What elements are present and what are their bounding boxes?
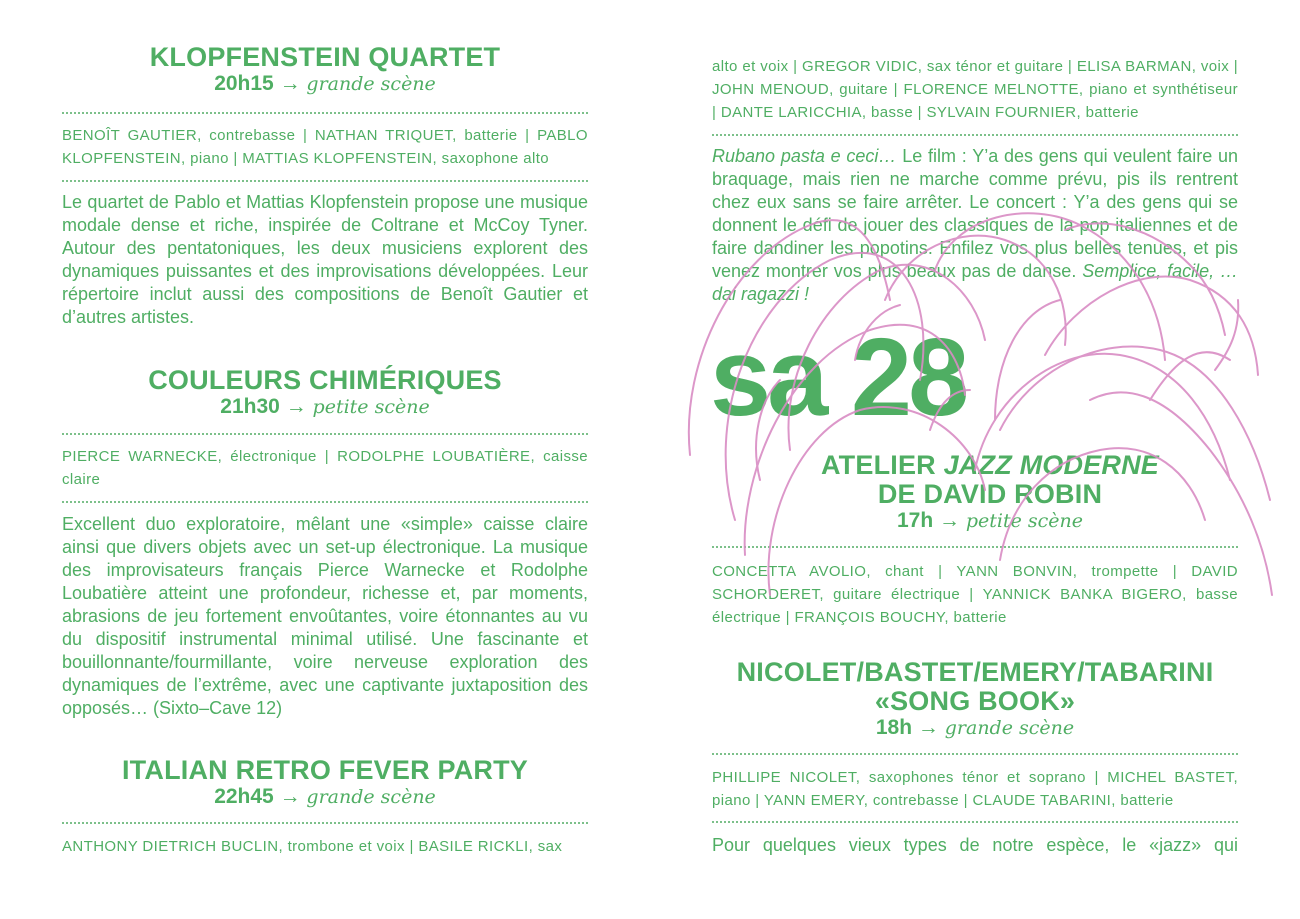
musician-role: , basse électrique | <box>712 586 1238 626</box>
musician-name: BASILE RICKLI <box>418 838 529 855</box>
musician-name: PABLO KLOPFENSTEIN <box>62 127 588 167</box>
event-italian-retro-fever <box>62 756 588 809</box>
musician-name: SYLVAIN FOURNIER <box>926 104 1077 121</box>
musician-role: , guitare | <box>829 81 904 98</box>
musician-role: , saxophone alto <box>432 150 550 167</box>
arrow-icon: → <box>939 509 961 532</box>
musician-role: , piano | <box>181 150 243 167</box>
credits <box>62 445 588 491</box>
musician-name: FRANÇOIS BOUCHY <box>794 609 945 626</box>
event-title: KLOPFENSTEIN QUARTET <box>149 42 501 72</box>
arrow-icon: → <box>917 716 939 739</box>
divider <box>62 822 588 824</box>
description-lead: Rubano pasta e ceci… <box>712 146 897 166</box>
arrow-icon: → <box>279 72 301 95</box>
musician-role: , basse | <box>861 104 927 121</box>
event-venue: grande scène <box>306 73 436 95</box>
event-title: COULEURS CHIMÉRIQUES <box>148 365 502 395</box>
musician-name: FLORENCE MELNOTTE <box>903 81 1079 98</box>
musician-role: alto et voix | <box>712 58 803 75</box>
event-hour: 18h <box>875 716 913 739</box>
description-tail: Semplice, facile, …dai ragazzi ! <box>712 261 1239 304</box>
event-klopfenstein <box>62 43 588 96</box>
musician-role: , caisse claire <box>62 448 588 488</box>
event-time <box>62 785 588 809</box>
musician-role: , batterie <box>1076 104 1139 121</box>
musician-name: BENOÎT GAUTIER <box>62 127 198 144</box>
divider <box>712 753 1238 755</box>
event-time <box>62 395 588 419</box>
divider <box>62 501 588 503</box>
divider <box>712 546 1238 548</box>
musician-role: , piano | <box>712 769 1239 809</box>
musician-name: DANTE LARICCHIA <box>720 104 862 121</box>
title-part: ATELIER <box>820 450 944 480</box>
musician-name: DAVID SCHORDERET <box>712 563 1239 603</box>
event-hour: 22h45 <box>214 785 274 808</box>
musician-name: MATTIAS KLOPFENSTEIN <box>242 150 433 167</box>
event-hour: 21h30 <box>220 395 280 418</box>
credits <box>712 766 1238 812</box>
event-atelier-jazz-moderne <box>712 451 1238 533</box>
musician-role: , sax ténor et guitare | <box>917 58 1077 75</box>
event-description: Le quartet de Pablo et Mattias Klopfenstein propose une musique modale dense et riche, inspirée de Coltrane et McCoy Tyner. Autour des pentatoniques, les deux musiciens explorent des dynamiques puissantes et des improvisations développées. Leur répertoire inclut aussi des compositions de Benoît Gautier et d’autres artistes. <box>62 192 588 327</box>
event-venue: grande scène <box>306 786 436 808</box>
event-time <box>712 509 1238 533</box>
musician-role: , saxophones ténor et soprano | <box>855 769 1108 786</box>
divider <box>62 433 588 435</box>
event-title-line2: DE DAVID ROBIN <box>877 479 1103 509</box>
musician-role: , électronique | <box>217 448 338 465</box>
musician-name: JOHN MENOUD <box>712 81 830 98</box>
divider <box>712 134 1238 136</box>
musician-role: , contrebasse | <box>863 792 973 809</box>
musician-name: ANTHONY DIETRICH BUCLIN <box>62 838 279 855</box>
credits <box>62 124 588 170</box>
musician-role: , chant | <box>866 563 957 580</box>
musician-name: CLAUDE TABARINI <box>972 792 1112 809</box>
musician-role: , contrebasse | <box>197 127 315 144</box>
event-venue: petite scène <box>312 396 430 418</box>
musician-name: PHILLIPE NICOLET <box>712 769 856 786</box>
musician-role: , trompette | <box>1072 563 1192 580</box>
musician-role: , batterie | <box>452 127 538 144</box>
event-time <box>62 72 588 96</box>
event-venue: petite scène <box>965 510 1084 532</box>
credits <box>62 835 588 858</box>
event-time <box>712 716 1238 740</box>
credits-continued <box>712 55 1238 124</box>
divider <box>62 180 588 182</box>
event-couleurs-chimeriques <box>62 366 588 419</box>
musician-role: , voix | <box>1191 58 1239 75</box>
musician-name: GREGOR VIDIC <box>802 58 918 75</box>
musician-name: PIERCE WARNECKE <box>62 448 218 465</box>
musician-name: MICHEL BASTET <box>1107 769 1234 786</box>
event-title: ITALIAN RETRO FEVER PARTY <box>121 755 528 785</box>
divider <box>62 112 588 114</box>
musician-name: CONCETTA AVOLIO <box>712 563 867 580</box>
description-text: Le film : Y’a des gens qui veulent faire un braquage, mais rien ne marche comme prévu, pis ils rentrent chez eux sans se faire arrêter. Le concert : Y’a des gens qui se donnent le défi de jouer des classiques de la pop italiennes et de faire dandiner les popotins. Enfilez vos plus belles tenues, et pis venez montrer vos plus beaux pas de danse. <box>712 146 1238 281</box>
event-description: Excellent duo exploratoire, mêlant une «simple» caisse claire ainsi que divers objets avec un set-up électronique. La musique des improvisateurs français Pierce Warnecke et Rodolphe Loubatière atteint une profondeur, richesse et, par moments, abrasions de jeu fortement envoûtantes, voire étonnantes au vu du dispositif instrumental minimal utilisé. Une fascinante et bouillonnante/fourmillante, voire nerveuse exploration des dynamiques de l’extrême, avec une captivante juxtaposition des opposés… (Sixto–Cave 12) <box>62 514 588 718</box>
event-hour: 20h15 <box>214 72 274 95</box>
musician-name: YANNICK BANKA BIGERO <box>982 586 1183 603</box>
arrow-icon: → <box>285 395 307 418</box>
musician-role: , sax <box>528 838 563 855</box>
event-title <box>712 451 1238 480</box>
event-venue: grande scène <box>944 717 1075 739</box>
day-heading: sa 28 <box>710 316 966 439</box>
musician-role: , trombone et voix | <box>278 838 419 855</box>
musician-role: , batterie <box>1111 792 1174 809</box>
musician-name: NATHAN TRIQUET <box>314 127 453 144</box>
musician-name: YANN BONVIN <box>956 563 1073 580</box>
musician-role: , guitare électrique | <box>819 586 983 603</box>
event-title-line2: «SONG BOOK» <box>874 686 1076 716</box>
event-hour: 17h <box>896 509 934 532</box>
musician-name: YANN EMERY <box>763 792 864 809</box>
arrow-icon: → <box>279 785 301 808</box>
credits <box>712 560 1238 629</box>
event-description <box>712 145 1238 306</box>
event-song-book <box>712 658 1238 740</box>
event-description: Pour quelques vieux types de notre espèce, le «jazz» qui <box>712 835 1238 855</box>
event-title: NICOLET/BASTET/EMERY/TABARINI <box>736 657 1214 687</box>
title-italic: JAZZ MODERNE <box>943 450 1160 480</box>
musician-role: , piano et synthétiseur | <box>712 81 1238 121</box>
musician-name: ELISA BARMAN <box>1076 58 1192 75</box>
musician-name: RODOLPHE LOUBATIÈRE <box>337 448 531 465</box>
musician-role: , batterie <box>944 609 1007 626</box>
divider <box>712 821 1238 823</box>
